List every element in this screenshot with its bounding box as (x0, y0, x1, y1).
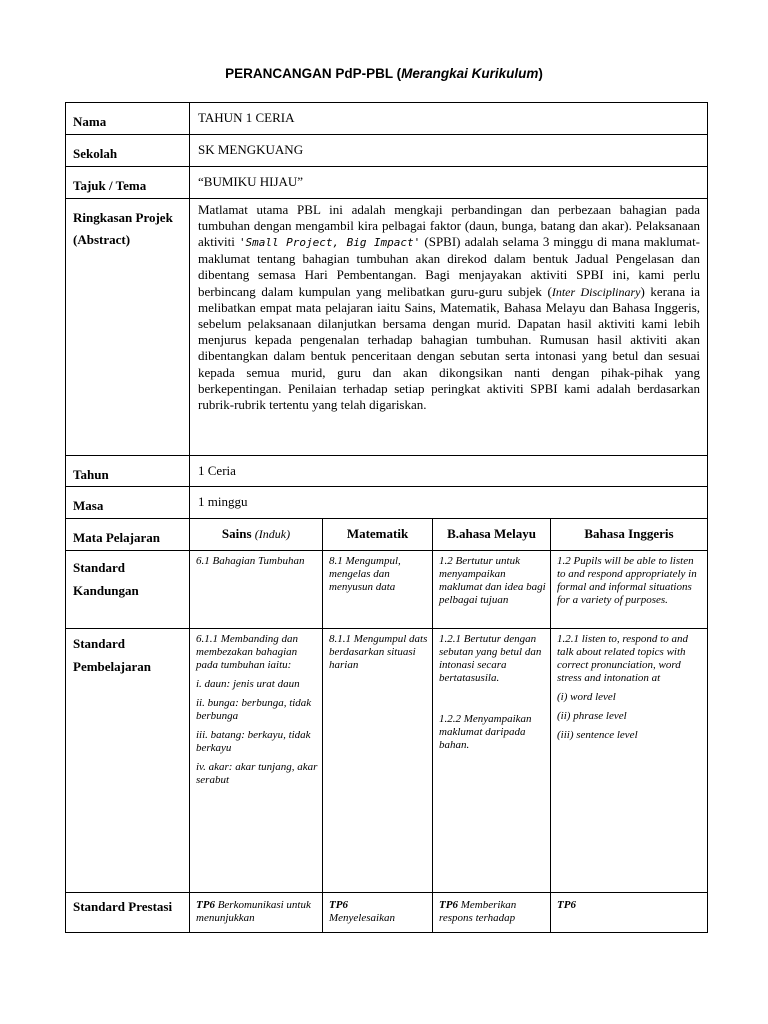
label-standard-kandungan: Standard Kandungan (66, 551, 190, 629)
row-sekolah (66, 134, 708, 166)
kandungan-sains: 6.1 Bahagian Tumbuhan (190, 551, 323, 629)
kandungan-bm: 1.2 Bertutur untuk menyampaikan maklumat dan idea bagi pelbagai tujuan (433, 551, 551, 629)
label-ringkasan-line1: Ringkasan Projek (73, 209, 173, 225)
label-nama: Nama (66, 103, 190, 135)
row-ringkasan (66, 198, 708, 455)
label-tajuk: Tajuk / Tema (66, 166, 190, 198)
row-masa (66, 487, 708, 519)
kandungan-matematik: 8.1 Mengumpul, mengelas dan menyusun data (323, 551, 433, 629)
value-tahun: 1 Ceria (190, 455, 708, 487)
label-tahun: Tahun (66, 455, 190, 487)
prestasi-sains: TP6 Berkomunikasi untuk menunjukkan (190, 893, 323, 933)
row-tajuk (66, 166, 708, 198)
label-masa: Masa (66, 487, 190, 519)
header-bahasa-inggeris: Bahasa Inggeris (551, 519, 708, 551)
prestasi-bi: TP6 (551, 893, 708, 933)
row-subjects (66, 519, 708, 551)
label-standard-pembelajaran: Standard Pembelajaran (66, 629, 190, 893)
label-mata-pelajaran: Mata Pelajaran (66, 519, 190, 551)
row-standard-kandungan (66, 551, 708, 629)
pembelajaran-bi: 1.2.1 listen to, respond to and talk about related topics with correct pronunciation, word stress and intonation at (i) word level (ii) phrase level (iii) sentence level (551, 629, 708, 893)
pembelajaran-sains: 6.1.1 Membanding dan membezakan bahagian pada tumbuhan iaitu: i. daun: jenis urat daun ii. bunga: berbunga, tidak berbunga iii. batang: berkayu, tidak berkayu iv. akar: akar tunjang, akar serabut (190, 629, 323, 893)
page-title: PERANCANGAN PdP-PBL (Merangkai Kurikulum) (225, 66, 543, 81)
label-ringkasan (66, 198, 190, 455)
abstract-text: Matlamat utama PBL ini adalah mengkaji perbandingan dan perbezaan bahagian pada tumbuhan dengan mengambil kira pelbagai faktor (daun, bunga, batang dan akar). Pelaksanaan aktiviti 'Small Project, Big Impact' (SPBI) adalah selama 3 minggu di mana maklumat-maklumat tentang bahagian tumbuhan akan direkod dalam bentuk Jadual Pengelasan dan dibentang semasa Hari Pembentangan. Bagi menjayakan aktiviti SPBI ini, kami perlu berbincang dalam kumpulan yang melibatkan guru-guru subjek (Inter Disciplinary) kerana ia melibatkan empat mata pelajaran iaitu Sains, Matematik, Bahasa Melayu dan Bahasa Inggeris, sebelum pelaksanaan dilanjutkan bersama dengan murid. Dapatan hasil aktiviti kami lebih menjurus kepada pengenalan terhadap bahagian tumbuhan. Rumusan hasil aktiviti akan dibentangkan dalam bentuk penceritaan dengan sebutan serta intonasi yang betul dan sesuai kepada semua murid, guru dan akan dikongsikan nanti dengan pihak-pihak yang berkepentingan. Penilaian terhadap setiap peringkat aktiviti SPBI kami adalah berdasarkan rubrik-rubrik tertentu yang telah digariskan. (190, 198, 708, 455)
row-standard-pembelajaran (66, 629, 708, 893)
label-standard-prestasi: Standard Prestasi (66, 893, 190, 933)
label-ringkasan-line2: (Abstract) (73, 232, 131, 248)
prestasi-bm: TP6 Memberikan respons terhadap (433, 893, 551, 933)
pembelajaran-bm: 1.2.1 Bertutur dengan sebutan yang betul dan intonasi secara bertatasusila. 1.2.2 Menyampaikan maklumat daripada bahan. (433, 629, 551, 893)
row-tahun (66, 455, 708, 487)
header-bahasa-melayu: B.ahasa Melayu (433, 519, 551, 551)
row-standard-prestasi (66, 893, 708, 933)
value-tajuk: “BUMIKU HIJAU” (190, 166, 708, 198)
pembelajaran-matematik: 8.1.1 Mengumpul dats berdasarkan situasi harian (323, 629, 433, 893)
prestasi-matematik: TP6 Menyelesaikan (323, 893, 433, 933)
value-nama: TAHUN 1 CERIA (190, 103, 708, 135)
header-sains: Sains (Induk) (190, 519, 323, 551)
planning-table (65, 102, 708, 933)
row-nama (66, 103, 708, 135)
kandungan-bi: 1.2 Pupils will be able to listen to and respond appropriately in formal and informal situations for a variety of purposes. (551, 551, 708, 629)
label-sekolah: Sekolah (66, 134, 190, 166)
value-sekolah: SK MENGKUANG (190, 134, 708, 166)
header-matematik: Matematik (323, 519, 433, 551)
value-masa: 1 minggu (190, 487, 708, 519)
